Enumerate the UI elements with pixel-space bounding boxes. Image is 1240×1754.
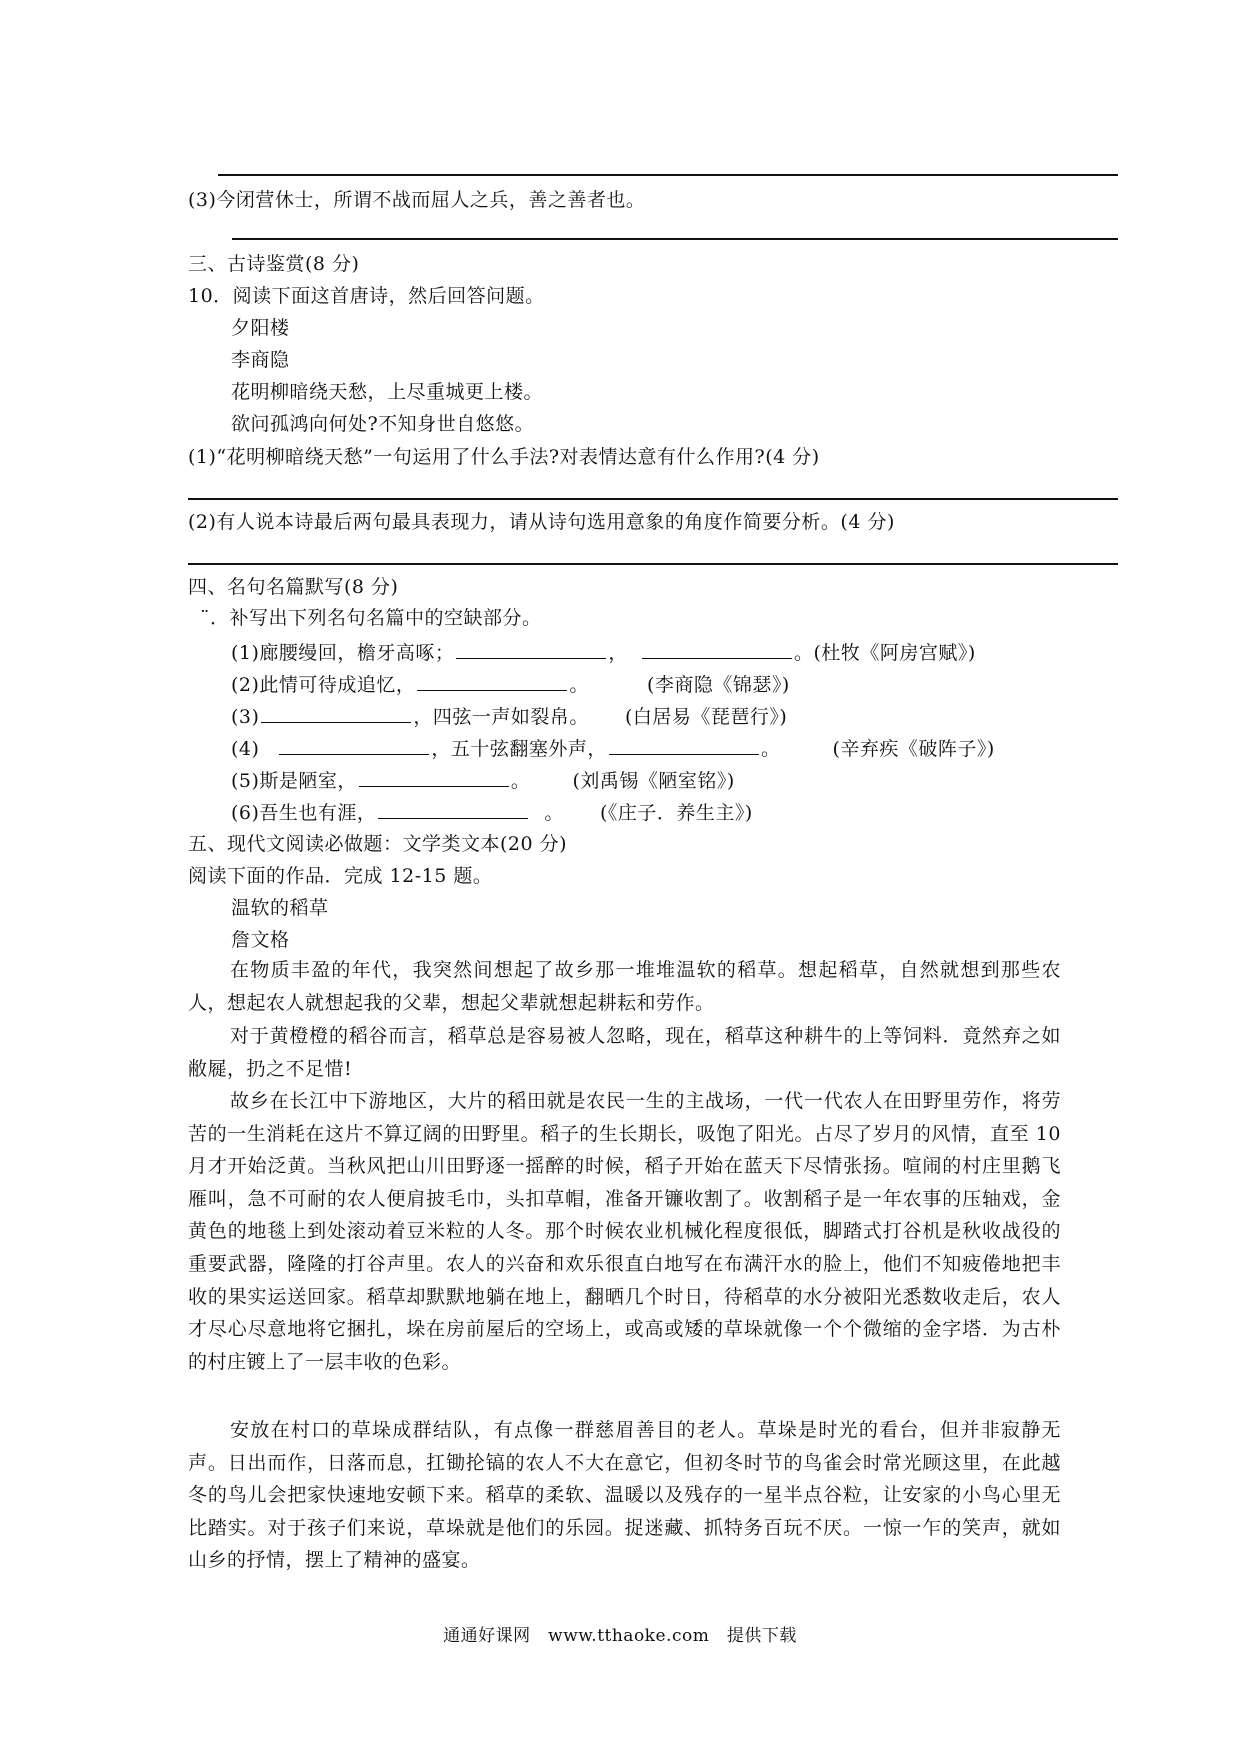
question-10-stem: 10．阅读下面这首唐诗，然后回答问题。 bbox=[188, 285, 545, 307]
fill-item-text: (1)廊腰缦回，檐牙高啄； bbox=[231, 642, 455, 664]
answer-line bbox=[188, 498, 1118, 500]
fill-blank[interactable] bbox=[378, 800, 528, 819]
article-paragraph-1: 在物质丰盈的年代，我突然间想起了故乡那一堆堆温软的稻草。想起稻草，自然就想到那些农人，想起农人就想起我的父辈，想起父辈就想起耕耘和劳作。 bbox=[188, 959, 1061, 1014]
fill-item-text: (4) bbox=[231, 738, 260, 760]
question-10-sub-1: (1)“花明柳暗绕天愁”一句运用了什么手法?对表情达意有什么作用?(4 分) bbox=[188, 446, 820, 468]
fill-item-source: (《庄子．养生主》) bbox=[599, 802, 753, 824]
section-4-heading: 四、名句名篇默写(8 分) bbox=[188, 576, 399, 598]
fill-item-text: 。 bbox=[544, 802, 564, 824]
article-paragraph-4: 安放在村口的草垛成群结队，有点像一群慈眉善目的老人。草垛是时光的看台，但并非寂静无声。日出而作，日落而息，扛锄抡镐的农人不大在意它，但初冬时节的鸟雀会时常光顾这里，在此越冬的鸟儿会把家快速地安顿下来。稻草的柔软、温暖以及残存的一星半点谷粒，让安家的小鸟心里无比踏实。对于孩子们来说，草垛就是他们的乐园。捉迷藏、抓特务百玩不厌。一惊一乍的笑声，就如山乡的抒情，摆上了精神的盛宴。 bbox=[188, 1419, 1061, 1572]
fill-item-text: 。(杜牧《阿房宫赋》) bbox=[793, 642, 976, 664]
section-3-heading: 三、古诗鉴赏(8 分) bbox=[188, 253, 360, 275]
fill-item-source: (白居易《琵琶行》) bbox=[624, 706, 788, 728]
fill-item-1 bbox=[231, 640, 976, 665]
fill-item-text: 。 bbox=[760, 738, 781, 760]
fill-blank[interactable] bbox=[261, 704, 411, 723]
fill-item-text: 。 bbox=[510, 770, 531, 792]
question-3-text: (3)今闭营休士，所谓不战而屈人之兵，善之善者也。 bbox=[188, 189, 646, 211]
fill-item-source: (辛弃疾《破阵子》) bbox=[832, 738, 995, 760]
fill-blank[interactable] bbox=[642, 640, 792, 659]
fill-item-5 bbox=[231, 768, 735, 793]
fill-item-text: (2)此情可待成追忆， bbox=[231, 674, 416, 696]
article-title: 温软的稻草 bbox=[231, 897, 329, 919]
fill-item-2 bbox=[231, 672, 790, 697]
fill-item-text: (6)吾生也有涯， bbox=[231, 802, 377, 824]
fill-item-text: ，四弦一声如裂帛。 bbox=[413, 706, 589, 728]
fill-item-text: (3) bbox=[231, 706, 260, 728]
section-5-intro: 阅读下面的作品．完成 12-15 题。 bbox=[188, 865, 493, 887]
fill-blank[interactable] bbox=[417, 672, 567, 691]
fill-item-source: (刘禹锡《陋室铭》) bbox=[572, 770, 735, 792]
fill-item-3 bbox=[231, 704, 787, 729]
fill-item-text: ，五十弦翻塞外声， bbox=[431, 738, 607, 760]
fill-blank[interactable] bbox=[456, 640, 606, 659]
fill-item-6 bbox=[231, 800, 753, 825]
fill-item-source: (李商隐《锦瑟》) bbox=[646, 674, 790, 696]
fill-item-text: ， bbox=[608, 642, 628, 664]
article-author: 詹文格 bbox=[231, 929, 290, 951]
fill-item-text: (5)斯是陋室， bbox=[231, 770, 357, 792]
fill-item-4 bbox=[231, 736, 995, 761]
poem-line-1: 花明柳暗绕天愁，上尽重城更上楼。 bbox=[231, 381, 544, 403]
section-4-instruction: ¨．补写出下列名句名篇中的空缺部分。 bbox=[200, 607, 542, 629]
answer-line bbox=[218, 174, 1118, 176]
answer-line bbox=[232, 238, 1118, 240]
page-footer: 通通好课网 www.tthaoke.com 提供下载 bbox=[443, 1626, 797, 1646]
article-paragraph-3: 故乡在长江中下游地区，大片的稻田就是农民一生的主战场，一代一代农人在田野里劳作，将劳苦的一生消耗在这片不算辽阔的田野里。稻子的生长期长，吸饱了阳光。占尽了岁月的风情，直至 10 月才开始泛黄。当秋风把山川田野逐一摇醉的时候，稻子开始在蓝天下尽情张扬。喧闹的村庄里鹅飞雁叫，急不可耐的农人便肩披毛巾，头扣草帽，准备开镰收割了。收割稻子是一年农事的压轴戏，金黄色的地毯上到处滚动着豆米粒的人冬。那个时候农业机械化程度很低，脚踏式打谷机是秋收战役的重要武器，隆隆的打谷声里。农人的兴奋和欢乐很直白地写在布满汗水的脸上，他们不知疲倦地把丰收的果实运送回家。稻草却默默地躺在地上，翻晒几个时日，待稻草的水分被阳光悉数收走后，农人才尽心尽意地将它捆扎，垛在房前屋后的空场上，或高或矮的草垛就像一个个微缩的金字塔．为古朴的村庄镀上了一层丰收的色彩。 bbox=[188, 1090, 1061, 1373]
article-paragraph-2: 对于黄橙橙的稻谷而言，稻草总是容易被人忽略，现在，稻草这种耕牛的上等饲料．竟然弃之如敝屣，扔之不足惜! bbox=[188, 1025, 1061, 1080]
fill-blank[interactable] bbox=[359, 768, 509, 787]
fill-item-text: 。 bbox=[569, 674, 589, 696]
poem-line-2: 欲问孤鸿向何处?不知身世自悠悠。 bbox=[231, 413, 535, 435]
question-10-sub-2: (2)有人说本诗最后两句最具表现力，请从诗句选用意象的角度作简要分析。(4 分) bbox=[188, 511, 895, 533]
section-5-heading: 五、现代文阅读必做题：文学类文本(20 分) bbox=[188, 833, 568, 855]
answer-line bbox=[188, 563, 1118, 565]
fill-blank[interactable] bbox=[609, 736, 759, 755]
poem-author: 李商隐 bbox=[231, 349, 290, 371]
poem-title: 夕阳楼 bbox=[231, 317, 290, 339]
fill-blank[interactable] bbox=[279, 736, 429, 755]
